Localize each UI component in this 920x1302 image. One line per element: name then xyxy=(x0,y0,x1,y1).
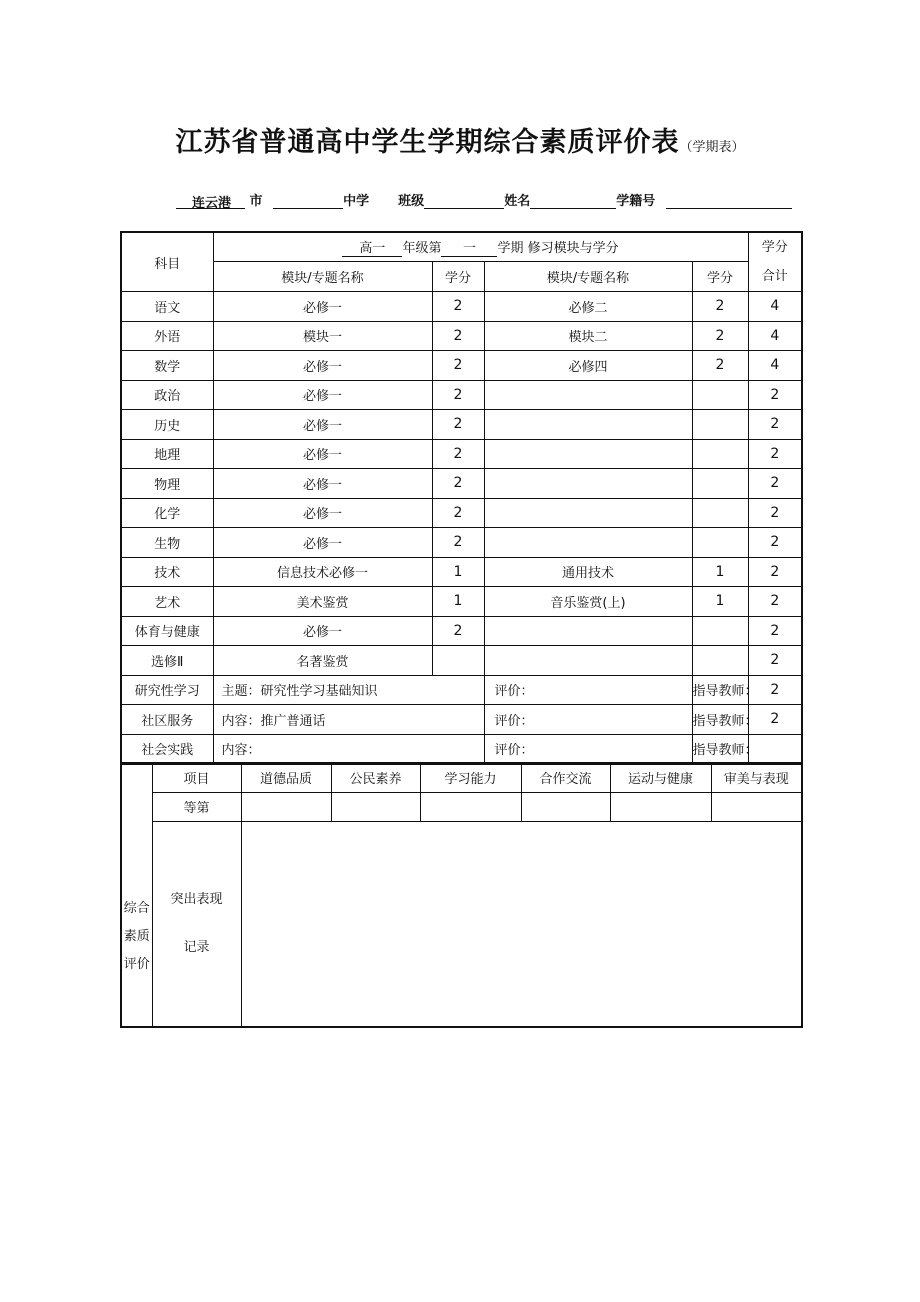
subject-row xyxy=(121,410,802,440)
module-1: 必修一 xyxy=(213,410,432,440)
item-label: 项目 xyxy=(152,763,241,792)
module-2: 通用技术 xyxy=(484,557,692,587)
total-header-line2: 合计 xyxy=(761,269,788,284)
credit-1: 2 xyxy=(432,351,484,381)
module-2 xyxy=(484,498,692,528)
outstanding-record-area[interactable] xyxy=(241,821,802,1027)
credit-1: 1 xyxy=(432,557,484,587)
module-2 xyxy=(484,616,692,646)
subject-name: 语文 xyxy=(121,292,213,322)
city-suffix-blank[interactable] xyxy=(231,192,245,209)
grade-cell-learning[interactable] xyxy=(420,792,521,821)
subject-row xyxy=(121,557,802,587)
activity-content[interactable]: 内容： xyxy=(213,734,484,764)
subject-row xyxy=(121,469,802,499)
grade-value[interactable]: 高一 xyxy=(342,237,402,257)
total-credit: 2 xyxy=(748,587,802,617)
grade-cell-moral[interactable] xyxy=(241,792,331,821)
total-credit: 4 xyxy=(748,292,802,322)
grade-cell-aesthetic[interactable] xyxy=(711,792,802,821)
item-aesthetic: 审美与表现 xyxy=(711,763,802,792)
subject-name: 地理 xyxy=(121,439,213,469)
module-name-header: 模块/专题名称 xyxy=(213,262,432,292)
module-1: 必修一 xyxy=(213,292,432,322)
module-2: 音乐鉴赏(上) xyxy=(484,587,692,617)
activity-evaluation[interactable]: 评价： xyxy=(484,705,692,735)
credit-2: 2 xyxy=(692,351,748,381)
subject-row xyxy=(121,351,802,381)
side-line-1: 综合 xyxy=(123,901,150,916)
student-id-blank[interactable] xyxy=(666,192,792,209)
city-prefix-blank[interactable] xyxy=(176,192,192,209)
activity-name: 社区服务 xyxy=(121,705,213,735)
credit-2 xyxy=(692,469,748,499)
page-title xyxy=(0,120,920,159)
module-1: 必修一 xyxy=(213,616,432,646)
subject-name: 外语 xyxy=(121,321,213,351)
credit-2: 1 xyxy=(692,557,748,587)
quality-evaluation-table xyxy=(120,762,803,1028)
term-suffix: 学期 修习模块与学分 xyxy=(497,241,619,257)
subject-name: 生物 xyxy=(121,528,213,558)
side-line-3: 评价 xyxy=(123,957,150,972)
module-1: 模块一 xyxy=(213,321,432,351)
name-label: 姓名 xyxy=(504,194,531,209)
credit-2 xyxy=(692,439,748,469)
subject-name: 体育与健康 xyxy=(121,616,213,646)
item-learning: 学习能力 xyxy=(420,763,521,792)
module-2 xyxy=(484,380,692,410)
module-2: 必修四 xyxy=(484,351,692,381)
subject-name: 物理 xyxy=(121,469,213,499)
module-1: 必修一 xyxy=(213,351,432,381)
activity-evaluation[interactable]: 评价： xyxy=(484,734,692,764)
subject-name: 技术 xyxy=(121,557,213,587)
subject-name: 政治 xyxy=(121,380,213,410)
subject-header: 科目 xyxy=(121,232,213,292)
subject-row xyxy=(121,587,802,617)
title-sub: （学期表） xyxy=(679,140,745,155)
term-value[interactable]: 一 xyxy=(441,237,497,257)
total-credit: 2 xyxy=(748,439,802,469)
credit-1: 2 xyxy=(432,528,484,558)
grade-cell-sports[interactable] xyxy=(610,792,711,821)
credit-2: 1 xyxy=(692,587,748,617)
credit-2 xyxy=(692,616,748,646)
credits-table xyxy=(120,231,803,765)
credit-2 xyxy=(692,528,748,558)
subject-row xyxy=(121,439,802,469)
item-civic: 公民素养 xyxy=(331,763,420,792)
activity-row xyxy=(121,734,802,764)
module-2: 必修二 xyxy=(484,292,692,322)
city-label: 市 xyxy=(249,194,263,209)
class-label: 班级 xyxy=(398,194,425,209)
school-blank[interactable] xyxy=(273,192,343,209)
term-header xyxy=(213,232,748,262)
grade-label: 等第 xyxy=(152,792,241,821)
activity-teacher[interactable]: 指导教师： xyxy=(692,705,748,735)
credit-2 xyxy=(692,498,748,528)
activity-content[interactable]: 内容：推广普通话 xyxy=(213,705,484,735)
credit-1: 1 xyxy=(432,587,484,617)
module-1: 必修一 xyxy=(213,528,432,558)
module-1: 名著鉴赏 xyxy=(213,646,432,676)
activity-name: 社会实践 xyxy=(121,734,213,764)
school-label: 中学 xyxy=(343,194,370,209)
credit-1: 2 xyxy=(432,439,484,469)
credit-1: 2 xyxy=(432,498,484,528)
total-credit-header xyxy=(748,232,802,292)
subject-name: 化学 xyxy=(121,498,213,528)
student-info-line xyxy=(176,190,792,209)
subject-row xyxy=(121,616,802,646)
module-1: 必修一 xyxy=(213,380,432,410)
subject-row xyxy=(121,380,802,410)
grade-cell-cooperation[interactable] xyxy=(521,792,610,821)
title-main: 江苏省普通高中学生学期综合素质评价表 xyxy=(175,127,680,158)
module-1: 信息技术必修一 xyxy=(213,557,432,587)
quality-side-label xyxy=(121,763,152,1027)
grade-suffix: 年级第 xyxy=(402,241,442,257)
credit-1 xyxy=(432,646,484,676)
module-1: 必修一 xyxy=(213,469,432,499)
module-2 xyxy=(484,410,692,440)
credit-header-2: 学分 xyxy=(692,262,748,292)
module-1: 美术鉴赏 xyxy=(213,587,432,617)
outstanding-line-2: 记录 xyxy=(183,939,210,955)
city-value[interactable]: 连云港 xyxy=(192,192,231,209)
credit-1: 2 xyxy=(432,292,484,322)
subject-row xyxy=(121,646,802,676)
subject-name: 艺术 xyxy=(121,587,213,617)
subject-row xyxy=(121,498,802,528)
outstanding-label xyxy=(152,821,241,1027)
item-sports: 运动与健康 xyxy=(610,763,711,792)
credit-1: 2 xyxy=(432,469,484,499)
module-2 xyxy=(484,439,692,469)
credit-1: 2 xyxy=(432,380,484,410)
subject-name: 历史 xyxy=(121,410,213,440)
total-credit: 2 xyxy=(748,646,802,676)
activity-name: 研究性学习 xyxy=(121,675,213,705)
total-credit: 2 xyxy=(748,469,802,499)
module-2 xyxy=(484,469,692,499)
total-credit: 2 xyxy=(748,410,802,440)
item-moral: 道德品质 xyxy=(241,763,331,792)
credit-1: 2 xyxy=(432,410,484,440)
module-2: 模块二 xyxy=(484,321,692,351)
grade-cell-civic[interactable] xyxy=(331,792,420,821)
activity-row xyxy=(121,675,802,705)
credit-1: 2 xyxy=(432,321,484,351)
credit-2 xyxy=(692,380,748,410)
subject-name: 数学 xyxy=(121,351,213,381)
total-credit: 2 xyxy=(748,380,802,410)
credit-2: 2 xyxy=(692,292,748,322)
total-credit: 4 xyxy=(748,351,802,381)
subject-row xyxy=(121,321,802,351)
activity-content[interactable]: 主题：研究性学习基础知识 xyxy=(213,675,484,705)
module-1: 必修一 xyxy=(213,498,432,528)
module-2 xyxy=(484,528,692,558)
activity-evaluation[interactable]: 评价： xyxy=(484,675,692,705)
activity-teacher[interactable]: 指导教师： xyxy=(692,734,748,764)
name-blank[interactable] xyxy=(530,192,616,209)
credit-header: 学分 xyxy=(432,262,484,292)
outstanding-line-1: 突出表现 xyxy=(170,891,223,907)
activity-row xyxy=(121,705,802,735)
credit-2 xyxy=(692,646,748,676)
activity-teacher[interactable]: 指导教师： xyxy=(692,675,748,705)
activity-total-credit: 2 xyxy=(748,675,802,705)
total-credit: 4 xyxy=(748,321,802,351)
subject-row xyxy=(121,528,802,558)
credit-2 xyxy=(692,410,748,440)
total-credit: 2 xyxy=(748,557,802,587)
module-1: 必修一 xyxy=(213,439,432,469)
subject-row xyxy=(121,292,802,322)
credit-1: 2 xyxy=(432,616,484,646)
activity-total-credit: 2 xyxy=(748,705,802,735)
side-line-2: 素质 xyxy=(123,929,150,944)
total-credit: 2 xyxy=(748,616,802,646)
module-name-header-2: 模块/专题名称 xyxy=(484,262,692,292)
item-cooperation: 合作交流 xyxy=(521,763,610,792)
total-credit: 2 xyxy=(748,498,802,528)
total-header-line1: 学分 xyxy=(761,240,788,255)
module-2 xyxy=(484,646,692,676)
credit-2: 2 xyxy=(692,321,748,351)
class-blank[interactable] xyxy=(424,192,504,209)
total-credit: 2 xyxy=(748,528,802,558)
student-id-label: 学籍号 xyxy=(616,194,656,209)
subject-name: 选修Ⅱ xyxy=(121,646,213,676)
